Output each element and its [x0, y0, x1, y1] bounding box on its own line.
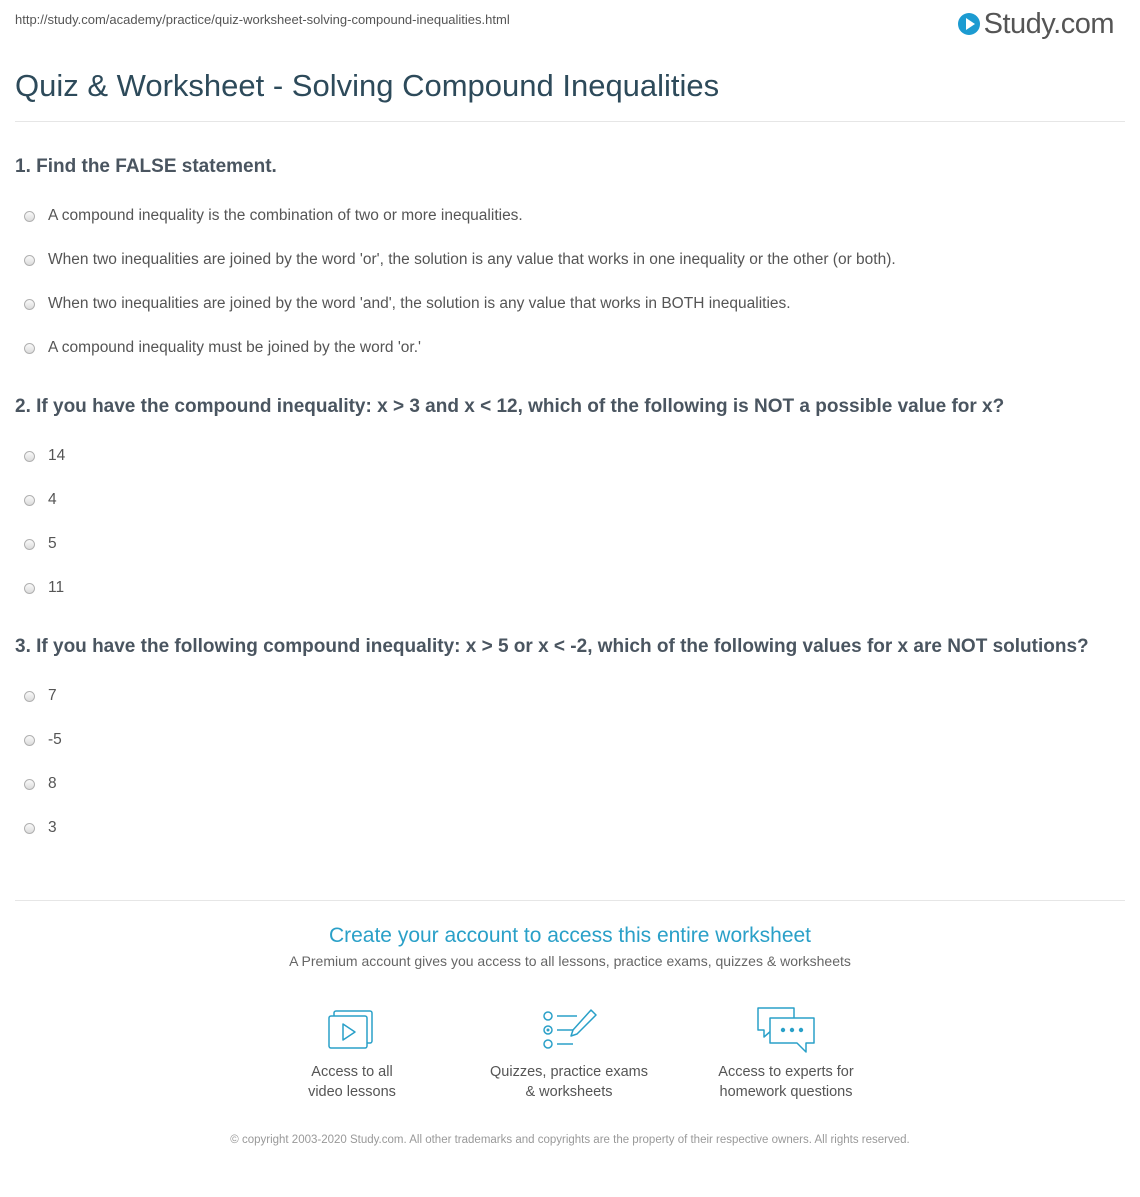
answer-option[interactable]: [15, 718, 1115, 762]
question-text: 1. Find the FALSE statement.: [15, 156, 277, 177]
answer-text: 14: [48, 447, 66, 464]
answer-option[interactable]: [15, 282, 1115, 326]
answer-text: A compound inequality must be joined by the word 'or.': [48, 339, 421, 356]
question-3: [15, 633, 1115, 850]
top-bar: [0, 0, 1140, 50]
answer-text: 11: [48, 579, 65, 596]
feature-video-lessons: [252, 1005, 452, 1102]
radio-button[interactable]: [24, 823, 35, 834]
radio-button[interactable]: [24, 451, 35, 462]
quiz-checklist-icon: [539, 1005, 599, 1057]
feature-quizzes: [469, 1005, 669, 1102]
cta-subtitle: A Premium account gives you access to all lessons, practice exams, quizzes & worksheets: [289, 953, 851, 969]
radio-button[interactable]: [24, 343, 35, 354]
answer-text: When two inequalities are joined by the word 'or', the solution is any value that works in one inequality or the other (or both).: [48, 251, 896, 268]
answer-text: 4: [48, 491, 57, 508]
answer-text: 7: [48, 687, 57, 704]
page-title: Quiz & Worksheet - Solving Compound Inequalities: [15, 68, 720, 103]
play-logo-icon: [958, 13, 980, 35]
answer-text: -5: [48, 731, 62, 748]
radio-button[interactable]: [24, 211, 35, 222]
radio-button[interactable]: [24, 779, 35, 790]
answer-option[interactable]: [15, 326, 1115, 370]
question-text: 2. If you have the compound inequality: x > 3 and x < 12, which of the following is NOT a possible value for x?: [15, 396, 1005, 417]
feature-experts: [686, 1005, 886, 1102]
copyright: © copyright 2003-2020 Study.com. All other trademarks and copyrights are the property of their respective owners. All rights reserved.: [230, 1134, 910, 1146]
cta-divider: [15, 900, 1125, 901]
radio-button[interactable]: [24, 583, 35, 594]
feature-label: Access to experts for homework questions: [718, 1064, 854, 1100]
question-2: [15, 393, 1115, 610]
question-text: 3. If you have the following compound inequality: x > 5 or x < -2, which of the following values for x are NOT solutions?: [15, 636, 1089, 657]
logo-text: Study.com: [983, 7, 1114, 40]
feature-label: Quizzes, practice exams & worksheets: [490, 1064, 648, 1100]
answer-option[interactable]: [15, 194, 1115, 238]
page-url: http://study.com/academy/practice/quiz-worksheet-solving-compound-inequalities.html: [15, 12, 510, 27]
answer-option[interactable]: [15, 762, 1115, 806]
video-lesson-icon: [322, 1005, 382, 1057]
radio-button[interactable]: [24, 691, 35, 702]
answer-text: 3: [48, 819, 57, 836]
radio-button[interactable]: [24, 255, 35, 266]
answer-option[interactable]: [15, 674, 1115, 718]
answer-text: 5: [48, 535, 57, 552]
radio-button[interactable]: [24, 735, 35, 746]
radio-button[interactable]: [24, 539, 35, 550]
answer-option[interactable]: [15, 478, 1115, 522]
study-logo[interactable]: [958, 6, 1114, 42]
question-1: [15, 153, 1115, 370]
cta-title-link[interactable]: Create your account to access this entire worksheet: [328, 924, 812, 947]
title-divider: [15, 121, 1125, 122]
answer-text: 8: [48, 775, 57, 792]
answer-text: A compound inequality is the combination of two or more inequalities.: [48, 207, 523, 224]
feature-label: Access to all video lessons: [308, 1064, 396, 1100]
answer-option[interactable]: [15, 434, 1115, 478]
answer-text: When two inequalities are joined by the word 'and', the solution is any value that works in BOTH inequalities.: [48, 295, 791, 312]
answer-option[interactable]: [15, 806, 1115, 850]
answer-option[interactable]: [15, 238, 1115, 282]
radio-button[interactable]: [24, 495, 35, 506]
answer-option[interactable]: [15, 522, 1115, 566]
chat-bubbles-icon: [754, 1005, 818, 1057]
radio-button[interactable]: [24, 299, 35, 310]
answer-option[interactable]: [15, 566, 1115, 610]
